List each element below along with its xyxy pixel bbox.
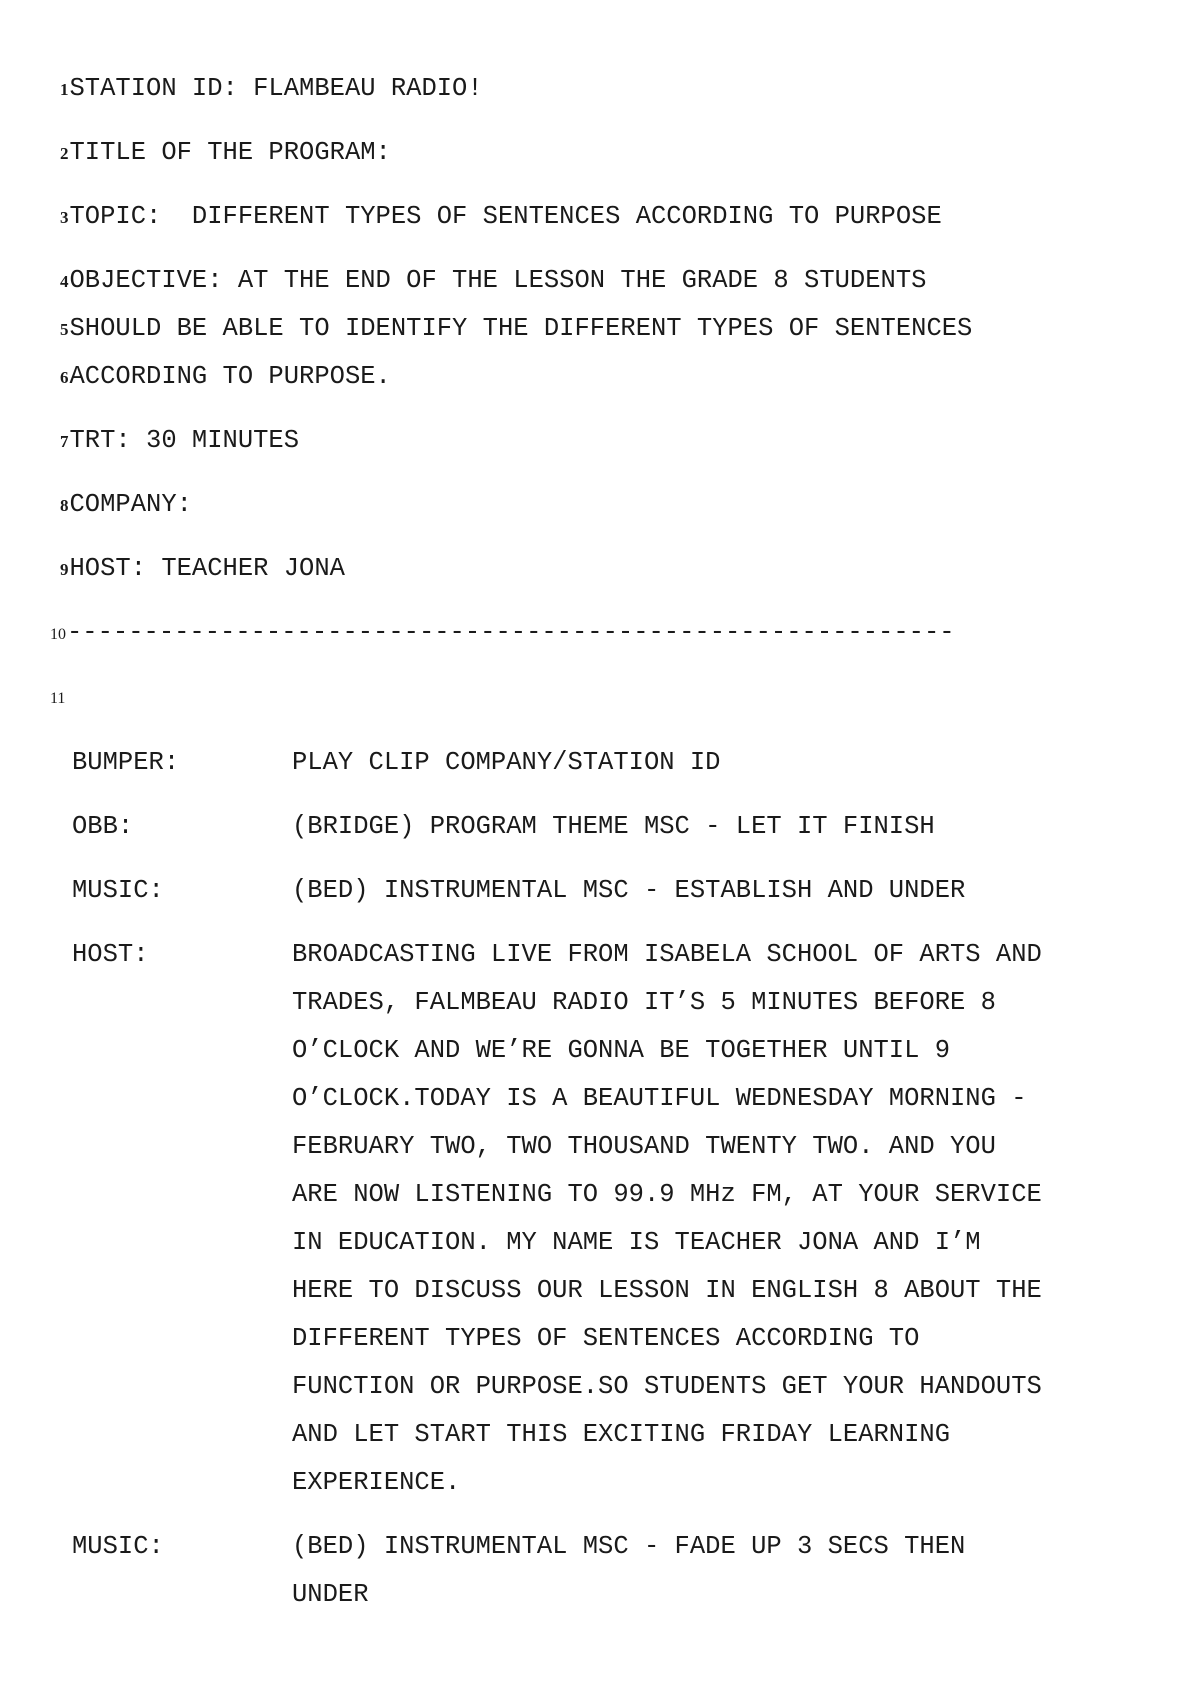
- cue-label-music: MUSIC:: [72, 876, 164, 905]
- line-10: [50, 618, 955, 650]
- line-number: 8: [60, 496, 69, 515]
- host-line: BROADCASTING LIVE FROM ISABELA SCHOOL OF ARTS AND: [292, 940, 1042, 969]
- objective-line-2: SHOULD BE ABLE TO IDENTIFY THE DIFFERENT TYPES OF SENTENCES: [69, 314, 973, 343]
- line-number: 6: [60, 368, 69, 387]
- trt: TRT: 30 MINUTES: [69, 426, 300, 455]
- cue-label-music-2: MUSIC:: [72, 1532, 164, 1561]
- line-3: [60, 202, 942, 233]
- host-line: O’CLOCK AND WE’RE GONNA BE TOGETHER UNTIL 9: [292, 1036, 951, 1065]
- line-2: [60, 138, 391, 169]
- host-line: FUNCTION OR PURPOSE.SO STUDENTS GET YOUR HANDOUTS: [292, 1372, 1042, 1401]
- line-number: 4: [60, 272, 69, 291]
- host-line: DIFFERENT TYPES OF SENTENCES ACCORDING TO: [292, 1324, 920, 1353]
- cue-text-music: (BED) INSTRUMENTAL MSC - ESTABLISH AND UNDER: [292, 876, 966, 905]
- music-line: (BED) INSTRUMENTAL MSC - FADE UP 3 SECS THEN: [292, 1532, 966, 1561]
- line-11: [50, 682, 66, 714]
- program-title: TITLE OF THE PROGRAM:: [69, 138, 391, 167]
- line-6: [60, 362, 391, 393]
- divider: ----------------------------------------------------------: [67, 618, 955, 647]
- line-8: [60, 490, 192, 521]
- line-number: 2: [60, 144, 69, 163]
- cue-text-obb: (BRIDGE) PROGRAM THEME MSC - LET IT FINISH: [292, 812, 935, 841]
- line-1: [60, 74, 483, 105]
- host-name: HOST: TEACHER JONA: [69, 554, 345, 583]
- music-line: UNDER: [292, 1580, 369, 1609]
- line-number: 7: [60, 432, 69, 451]
- line-number: 11: [50, 690, 66, 707]
- line-number: 3: [60, 208, 69, 227]
- host-line: EXPERIENCE.: [292, 1468, 461, 1497]
- line-7: [60, 426, 299, 457]
- station-id: STATION ID: FLAMBEAU RADIO!: [69, 74, 483, 103]
- host-line: HERE TO DISCUSS OUR LESSON IN ENGLISH 8 ABOUT THE: [292, 1276, 1042, 1305]
- cue-label-obb: OBB:: [72, 812, 134, 841]
- line-4: [60, 266, 926, 297]
- topic: TOPIC: DIFFERENT TYPES OF SENTENCES ACCORDING TO PURPOSE: [69, 202, 942, 231]
- line-number: 9: [60, 560, 69, 579]
- host-line: ARE NOW LISTENING TO 99.9 MHz FM, AT YOUR SERVICE: [292, 1180, 1042, 1209]
- line-number: 5: [60, 320, 69, 339]
- objective-line-1: OBJECTIVE: AT THE END OF THE LESSON THE GRADE 8 STUDENTS: [69, 266, 927, 295]
- host-line: O’CLOCK.TODAY IS A BEAUTIFUL WEDNESDAY MORNING -: [292, 1084, 1027, 1113]
- host-line: TRADES, FALMBEAU RADIO IT’S 5 MINUTES BEFORE 8: [292, 988, 996, 1017]
- line-9: [60, 554, 345, 585]
- host-line: FEBRUARY TWO, TWO THOUSAND TWENTY TWO. AND YOU: [292, 1132, 996, 1161]
- line-number: 10: [50, 626, 66, 643]
- company: COMPANY:: [69, 490, 192, 519]
- host-line: AND LET START THIS EXCITING FRIDAY LEARNING: [292, 1420, 951, 1449]
- host-line: IN EDUCATION. MY NAME IS TEACHER JONA AND I’M: [292, 1228, 981, 1257]
- line-5: [60, 314, 972, 345]
- objective-line-3: ACCORDING TO PURPOSE.: [69, 362, 391, 391]
- line-number: 1: [60, 80, 69, 99]
- cue-label-bumper: BUMPER:: [72, 748, 180, 777]
- cue-label-host: HOST:: [72, 940, 149, 969]
- cue-text-bumper: PLAY CLIP COMPANY/STATION ID: [292, 748, 721, 777]
